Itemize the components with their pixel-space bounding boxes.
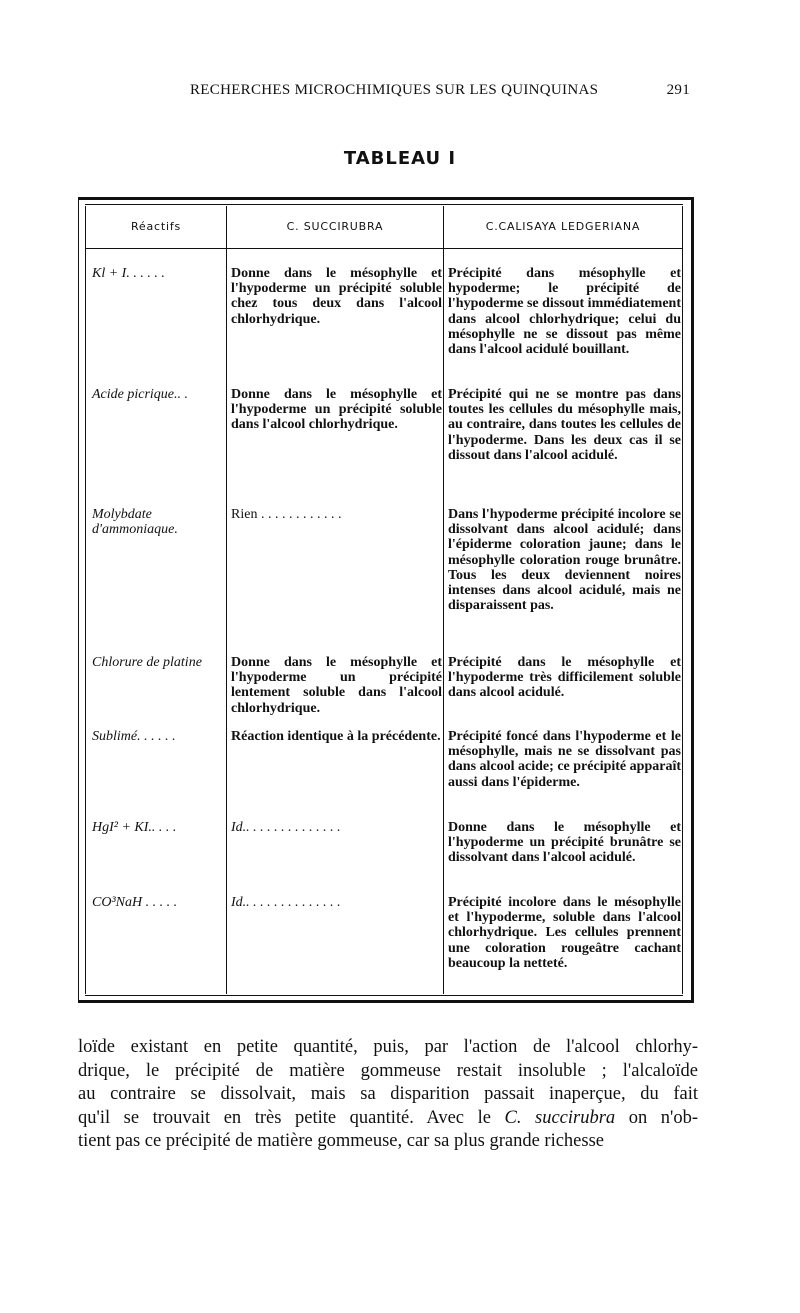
body-line: drique, le précipité de matière gommeuse restait insoluble ; l'alcaloïde — [78, 1060, 698, 1081]
reactif-cell: Chlorure de platine — [92, 655, 202, 670]
body-paragraph — [78, 1036, 698, 1154]
body-line: au contraire se dissolvait, mais sa disparition passait inaperçue, du fait — [78, 1084, 698, 1104]
succirubra-cell: Id.. . . . . . . . . . . . . . — [231, 895, 341, 910]
column-header-calisaya: C.CALISAYA LEDGERIANA — [485, 220, 641, 233]
body-line: tient pas ce précipité de matière gommeuse, car sa plus grande richesse — [78, 1131, 605, 1151]
table-inner-left-rule — [85, 206, 86, 994]
calisaya-cell: Précipité foncé dans l'hypoderme et le mésophylle, mais ne se dissolvant pas dans alcool acide; ce précipité apparaît aussi dans l'épiderme. — [448, 729, 681, 790]
running-head — [190, 82, 690, 104]
column-divider-1 — [226, 206, 227, 994]
running-head-title: RECHERCHES MICROCHIMIQUES SUR LES QUINQUINAS — [190, 82, 599, 98]
succirubra-cell: Donne dans le mésophylle et l'hypoderme un précipité soluble chez tous deux dans l'alcool chlorhydrique. — [231, 266, 442, 327]
calisaya-cell: Précipité dans mésophylle et hypoderme; le précipité de l'hypoderme se dissout immédiatement dans alcool chlorhydrique; celui du mésophylle ne se dissout pas même dans l'alcool acidulé bouillant. — [448, 266, 681, 358]
body-line: loïde existant en petite quantité, puis, par l'action de l'alcool chlorhy- — [78, 1037, 698, 1057]
column-divider-2 — [443, 206, 444, 994]
succirubra-cell: Donne dans le mésophylle et l'hypoderme un précipité lentement soluble dans l'alcool chlorhydrique. — [231, 655, 442, 716]
header-rule — [85, 248, 683, 249]
page-number: 291 — [666, 82, 690, 98]
calisaya-cell: Dans l'hypoderme précipité incolore se dissolvant dans alcool acidulé; dans l'épiderme coloration jaune; dans le mésophylle coloration rouge brunâtre. Tous les deux deviennent noires intenses dans alcool acidulé, mais ne disparaissent pas. — [448, 507, 681, 614]
succirubra-cell: Rien . . . . . . . . . . . . — [231, 507, 342, 522]
body-line-part: qu'il se trouvait en très petite quantité. Avec le — [78, 1107, 505, 1128]
column-header-succirubra: C. SUCCIRUBRA — [286, 220, 384, 233]
table-inner-top-rule — [85, 204, 683, 205]
species-name: C. succirubra — [504, 1107, 616, 1128]
succirubra-cell: Réaction identique à la précédente. — [231, 729, 441, 744]
reactif-cell: Acide picrique.. . — [92, 387, 189, 402]
calisaya-cell: Précipité qui ne se montre pas dans toutes les cellules du mésophylle mais, au contraire, dans toutes les cellules de l'hypoderme. Dans les deux cas il se dissout dans l'alcool acidulé. — [448, 387, 681, 463]
calisaya-cell: Donne dans le mésophylle et l'hypoderme un précipité brunâtre se dissolvant dans l'alcool acidulé. — [448, 820, 681, 866]
table-inner-bottom-rule — [85, 995, 683, 996]
body-line-part: on n'ob- — [615, 1107, 699, 1128]
calisaya-cell: Précipité dans le mésophylle et l'hypoderme très difficilement soluble dans alcool acidulé. — [448, 655, 681, 701]
reactif-cell: CO³NaH . . . . . — [92, 895, 178, 910]
succirubra-cell: Id.. . . . . . . . . . . . . . — [231, 820, 341, 835]
data-table — [78, 197, 694, 1003]
calisaya-cell: Précipité incolore dans le mésophylle et l'hypoderme, soluble dans l'alcool chlorhydrique. Les cellules prennent une coloration rougeâtre cachant beaucoup la netteté. — [448, 895, 681, 971]
reactif-cell: Sublimé. . . . . . — [92, 729, 176, 744]
body-line — [78, 1107, 698, 1131]
table-title: TABLEAU I — [343, 148, 457, 169]
reactif-cell: HgI² + KI.. . . . — [92, 820, 177, 835]
succirubra-cell: Donne dans le mésophylle et l'hypoderme un précipité soluble dans l'alcool chlorhydrique. — [231, 387, 442, 433]
reactif-cell: Kl + I. . . . . . — [92, 266, 165, 281]
table-inner-right-rule — [682, 206, 683, 994]
reactif-cell: Molybdate d'ammoniaque. — [92, 507, 178, 537]
column-header-reactifs: Réactifs — [130, 220, 182, 233]
